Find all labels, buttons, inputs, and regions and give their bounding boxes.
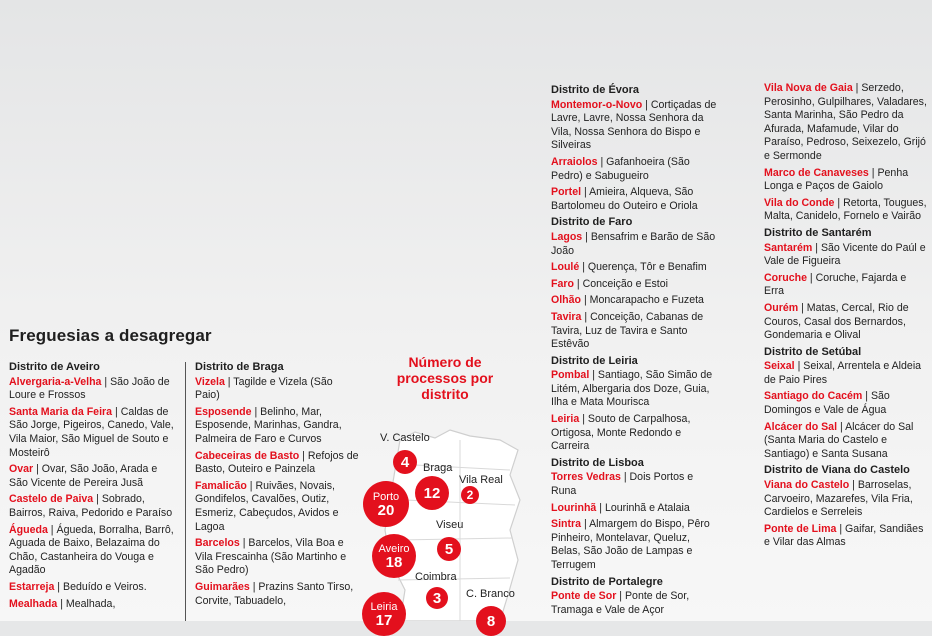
parish-entry: Faro | Conceição e Estoi — [551, 277, 668, 290]
district-heading: Distrito de Évora — [551, 84, 640, 96]
parish-entry: Olhão | Moncarapacho e Fuzeta — [551, 294, 704, 307]
parish-list: Ponte de Sor, Tramaga e Vale de Açor — [551, 590, 690, 616]
parish-list: Lourinhã e Atalaia — [604, 501, 690, 514]
parish-list: Beduído e Veiros. — [63, 580, 147, 593]
parish-entry: Castelo de Paiva | Sobrado, Bairros, Raiva, Pedorido e Paraíso — [9, 493, 173, 519]
parish-list: Seixal, Arrentela e Aldeia de Paio Pires — [764, 360, 922, 386]
page-title: Freguesias a desagregar — [9, 326, 212, 345]
parish-list: Dois Portos e Runa — [551, 471, 694, 498]
district-heading: Distrito de Setúbal — [764, 345, 862, 358]
municipality-name: Pombal — [551, 369, 590, 382]
municipality-name: Coruche — [764, 271, 807, 284]
municipality-name: Vizela — [195, 375, 225, 388]
parish-entry: Águeda | Águeda, Borralha, Barrô, Aguada de Baixo, Belazaima do Chão, Castanheira do Vouga e Agadão — [9, 523, 174, 577]
parish-entry: Tavira | Conceição, Cabanas de Tavira, Luz de Tavira e Santo Estêvão — [551, 310, 704, 351]
parish-entry: Loulé | Querença, Tôr e Benafim — [551, 261, 707, 274]
parish-list: Penha Longa e Paços de Gaiolo — [764, 166, 909, 193]
column-divider — [185, 362, 186, 621]
parish-entry: Santa Maria da Feira | Caldas de São Jorge, Pigeiros, Canedo, Vale, Vila Maior, São Miguel de Souto e Mosteirô — [9, 405, 174, 459]
municipality-name: Loulé — [551, 261, 580, 274]
district-heading: Distrito de Portalegre — [551, 575, 663, 588]
column-porto-viana — [764, 82, 929, 553]
parish-list: São Domingos e Vale de Água — [764, 390, 890, 417]
parish-list: Águeda, Borralha, Barrô, Aguada de Baixo, Belazaima do Chão, Castanheira do Vouga e Agadão — [9, 523, 174, 577]
parish-entry: Torres Vedras | Dois Portos e Runa — [551, 471, 694, 498]
parish-entry: Estarreja | Beduído e Veiros. — [9, 580, 147, 593]
district-heading: Distrito de Santarém — [764, 226, 872, 239]
parish-list: Conceição e Estoi — [582, 277, 668, 290]
parish-list: Alcácer do Sal (Santa Maria do Castelo e Santiago) e Santa Susana — [764, 420, 914, 460]
parish-entry: Cabeceiras de Basto | Refojos de Basto, Outeiro e Painzela — [195, 449, 359, 476]
parish-entry: Vila do Conde | Retorta, Tougues, Malta, Canidelo, Fornelo e Vairão — [764, 196, 927, 223]
parish-list: Serzedo, Perosinho, Gulpilhares, Valadares, Santa Marinha, São Pedro da Afurada, Mafamude, Vilar do Paraíso, Pedroso, Seixezelo, Grijó e Sermonde — [764, 82, 927, 162]
parish-list: Conceição, Cabanas de Tavira, Luz de Tavira e Santo Estêvão — [551, 310, 704, 351]
parish-entry: Santiago do Cacém | São Domingos e Vale de Água — [764, 390, 890, 417]
municipality-name: Águeda — [9, 523, 48, 536]
parish-entry: Montemor-o-Novo | Cortiçadas de Lavre, Lavre, Nossa Senhora da Vila, Nossa Senhora do Bispo e Silveiras — [551, 98, 717, 152]
bubble-v-castelo: 4 — [393, 450, 417, 474]
parish-list: Gafanhoeira (São Pedro) e Sabugueiro — [551, 155, 690, 182]
map-title: Número de processos por distrito — [396, 354, 494, 402]
parish-list: Coruche, Fajarda e Erra — [764, 271, 907, 298]
municipality-name: Ovar — [9, 463, 34, 476]
bubble-viseu: 5 — [437, 537, 461, 561]
parish-entry: Mealhada | Mealhada, — [9, 597, 116, 610]
parish-entry: Lagos | Bensafrim e Barão de São João — [551, 230, 716, 257]
label-vila-real: Vila Real — [459, 474, 503, 486]
parish-entry: Guimarães | Prazins Santo Tirso, Corvite, Tabuadelo, — [195, 580, 354, 607]
parish-list: Gaifar, Sandiães e Vilar das Almas — [764, 522, 924, 549]
municipality-name: Santiago do Cacém — [764, 390, 863, 403]
municipality-name: Sintra — [551, 518, 582, 531]
municipality-name: Seixal — [764, 360, 795, 373]
parish-list: Barcelos, Vila Boa e Vila Frescainha (São Martinho e São Pedro) — [195, 537, 347, 577]
parish-list: Moncarapacho e Fuzeta — [589, 294, 704, 307]
municipality-name: Lourinhã — [551, 501, 597, 514]
district-heading: Distrito de Lisboa — [551, 456, 644, 469]
column-braga — [195, 359, 360, 611]
district-heading: Distrito de Aveiro — [9, 361, 100, 373]
municipality-name: Barcelos — [195, 537, 240, 550]
parish-list: Refojos de Basto, Outeiro e Painzela — [195, 449, 359, 476]
parish-entry: Vila Nova de Gaia | Serzedo, Perosinho, Gulpilhares, Valadares, Santa Marinha, São Pedro da Afurada, Mafamude, Vilar do Paraíso, Pedroso, Seixezelo, Grijó e Sermonde — [764, 82, 927, 162]
parish-entry: Alcácer do Sal | Alcácer do Sal (Santa Maria do Castelo e Santiago) e Santa Susana — [764, 420, 914, 460]
parish-list: Matas, Cercal, Rio de Couros, Casal dos Bernardos, Gondemaria e Olival — [764, 301, 909, 342]
parish-entry: Marco de Canaveses | Penha Longa e Paços de Gaiolo — [764, 166, 909, 193]
municipality-name: Torres Vedras — [551, 471, 621, 484]
municipality-name: Famalicão — [195, 479, 247, 492]
parish-entry: Barcelos | Barcelos, Vila Boa e Vila Frescainha (São Martinho e São Pedro) — [195, 537, 347, 577]
municipality-name: Ponte de Lima — [764, 522, 837, 535]
parish-entry: Portel | Amieira, Alqueva, São Bartolomeu do Outeiro e Oriola — [551, 186, 698, 212]
parish-list: Caldas de São Jorge, Pigeiros, Canedo, Vale, Vila Maior, São Miguel de Souto e Mosteirô — [9, 405, 174, 459]
municipality-name: Santarém — [764, 241, 813, 254]
parish-list: Sobrado, Bairros, Raiva, Pedorido e Paraíso — [9, 493, 173, 519]
municipality-name: Ourém — [764, 301, 799, 314]
parish-entry: Ponte de Lima | Gaifar, Sandiães e Vilar das Almas — [764, 522, 924, 549]
district-heading: Distrito de Leiria — [551, 354, 638, 367]
municipality-name: Castelo de Paiva — [9, 493, 94, 506]
parish-entry: Santarém | São Vicente do Paúl e Vale de Figueira — [764, 241, 926, 268]
parish-list: Almargem do Bispo, Pêro Pinheiro, Montelavar, Queluz, Belas, São João de Lampas e Terrugem — [551, 518, 710, 571]
municipality-name: Portel — [551, 186, 582, 199]
parish-list: Barroselas, Carvoeiro, Mazarefes, Vila Fria, Cardielos e Serreleis — [764, 479, 913, 519]
parish-entry: Ponte de Sor | Ponte de Sor, Tramaga e Vale de Açor — [551, 590, 690, 616]
parish-list: São João de Loure e Frossos — [9, 375, 170, 402]
label-v-castelo: V. Castelo — [380, 432, 430, 444]
bubble-aveiro: Aveiro 18 — [372, 534, 416, 578]
label-braga: Braga — [423, 462, 453, 474]
parish-list: Belinho, Mar, Esposende, Marinhas, Gandra, Palmeira de Faro e Curvos — [195, 405, 342, 445]
municipality-name: Arraiolos — [551, 155, 598, 168]
district-heading: Distrito de Faro — [551, 216, 633, 229]
parish-list: Querença, Tôr e Benafim — [587, 261, 707, 274]
municipality-name: Lagos — [551, 230, 583, 243]
parish-list: Amieira, Alqueva, São Bartolomeu do Outeiro e Oriola — [551, 186, 698, 212]
district-heading: Distrito de Viana do Castelo — [764, 464, 910, 477]
parish-entry: Ovar | Ovar, São João, Arada e São Vicente de Pereira Jusã — [9, 463, 158, 489]
parish-entry: Sintra | Almargem do Bispo, Pêro Pinheiro, Montelavar, Queluz, Belas, São João de Lampas e Terrugem — [551, 518, 710, 571]
column-aveiro — [9, 359, 179, 614]
parish-entry: Coruche | Coruche, Fajarda e Erra — [764, 271, 907, 298]
municipality-name: Faro — [551, 277, 574, 290]
parish-entry: Pombal | Santiago, São Simão de Litém, Albergaria dos Doze, Guia, Ilha e Mata Mourisca — [551, 369, 713, 409]
bubble-coimbra: 3 — [426, 587, 448, 609]
parish-list: Retorta, Tougues, Malta, Canidelo, Fornelo e Vairão — [764, 196, 927, 223]
parish-entry: Alvergaria-a-Velha | São João de Loure e Frossos — [9, 375, 170, 402]
municipality-name: Viana do Castelo — [764, 479, 850, 492]
municipality-name: Olhão — [551, 294, 582, 307]
municipality-name: Vila Nova de Gaia — [764, 82, 853, 94]
municipality-name: Tavira — [551, 310, 582, 323]
parish-entry: Esposende | Belinho, Mar, Esposende, Marinhas, Gandra, Palmeira de Faro e Curvos — [195, 405, 342, 445]
parish-list: Santiago, São Simão de Litém, Albergaria dos Doze, Guia, Ilha e Mata Mourisca — [551, 369, 713, 409]
municipality-name: Leiria — [551, 413, 580, 426]
municipality-name: Estarreja — [9, 580, 55, 593]
municipality-name: Vila do Conde — [764, 196, 835, 209]
municipality-name: Guimarães — [195, 580, 250, 593]
parish-list: Bensafrim e Barão de São João — [551, 230, 716, 257]
parish-entry: Seixal | Seixal, Arrentela e Aldeia de Paio Pires — [764, 360, 922, 386]
label-viseu: Viseu — [436, 519, 464, 531]
municipality-name: Cabeceiras de Basto — [195, 449, 300, 462]
municipality-name: Montemor-o-Novo — [551, 98, 643, 111]
column-evora-portalegre — [551, 82, 721, 620]
district-heading: Distrito de Braga — [195, 361, 284, 373]
bubble-porto: Porto 20 — [363, 481, 409, 527]
municipality-name: Esposende — [195, 405, 252, 418]
parish-list: São Vicente do Paúl e Vale de Figueira — [764, 241, 926, 268]
bubble-c-branco: 8 — [476, 606, 506, 636]
parish-list: Tagilde e Vizela (São Paio) — [195, 375, 333, 402]
municipality-name: Mealhada — [9, 597, 58, 610]
parish-list: Ovar, São João, Arada e São Vicente de Pereira Jusã — [9, 463, 158, 489]
parish-list: Ruivães, Novais, Gondifelos, Cavalões, Outiz, Esmeriz, Cabeçudos, Avidos e Lagoa — [195, 479, 339, 533]
parish-list: Cortiçadas de Lavre, Lavre, Nossa Senhora da Vila, Nossa Senhora do Bispo e Silveiras — [551, 98, 717, 152]
parish-list: Souto de Carpalhosa, Ortigosa, Monte Redondo e Carreira — [551, 413, 691, 453]
parish-entry: Leiria | Souto de Carpalhosa, Ortigosa, Monte Redondo e Carreira — [551, 413, 691, 453]
parish-entry: Viana do Castelo | Barroselas, Carvoeiro, Mazarefes, Vila Fria, Cardielos e Serreleis — [764, 479, 913, 519]
municipality-name: Santa Maria da Feira — [9, 405, 113, 418]
bubble-braga: 12 — [415, 476, 449, 510]
parish-entry: Famalicão | Ruivães, Novais, Gondifelos, Cavalões, Outiz, Esmeriz, Cabeçudos, Avidos e Lagoa — [195, 479, 339, 533]
label-c-branco: C. Branco — [466, 588, 515, 600]
parish-entry: Ourém | Matas, Cercal, Rio de Couros, Casal dos Bernardos, Gondemaria e Olival — [764, 301, 909, 342]
bubble-leiria: Leiria 17 — [362, 592, 406, 636]
parish-entry: Lourinhã | Lourinhã e Atalaia — [551, 501, 690, 514]
parish-entry: Arraiolos | Gafanhoeira (São Pedro) e Sabugueiro — [551, 155, 690, 182]
parish-list: Mealhada, — [65, 597, 116, 610]
municipality-name: Ponte de Sor — [551, 590, 617, 603]
bubble-vila-real: 2 — [461, 486, 479, 504]
parish-entry: Vizela | Tagilde e Vizela (São Paio) — [195, 375, 333, 402]
municipality-name: Marco de Canaveses — [764, 166, 869, 179]
municipality-name: Alcácer do Sal — [764, 420, 838, 433]
municipality-name: Alvergaria-a-Velha — [9, 375, 102, 388]
parish-list: Prazins Santo Tirso, Corvite, Tabuadelo, — [195, 580, 354, 607]
label-coimbra: Coimbra — [415, 571, 457, 583]
